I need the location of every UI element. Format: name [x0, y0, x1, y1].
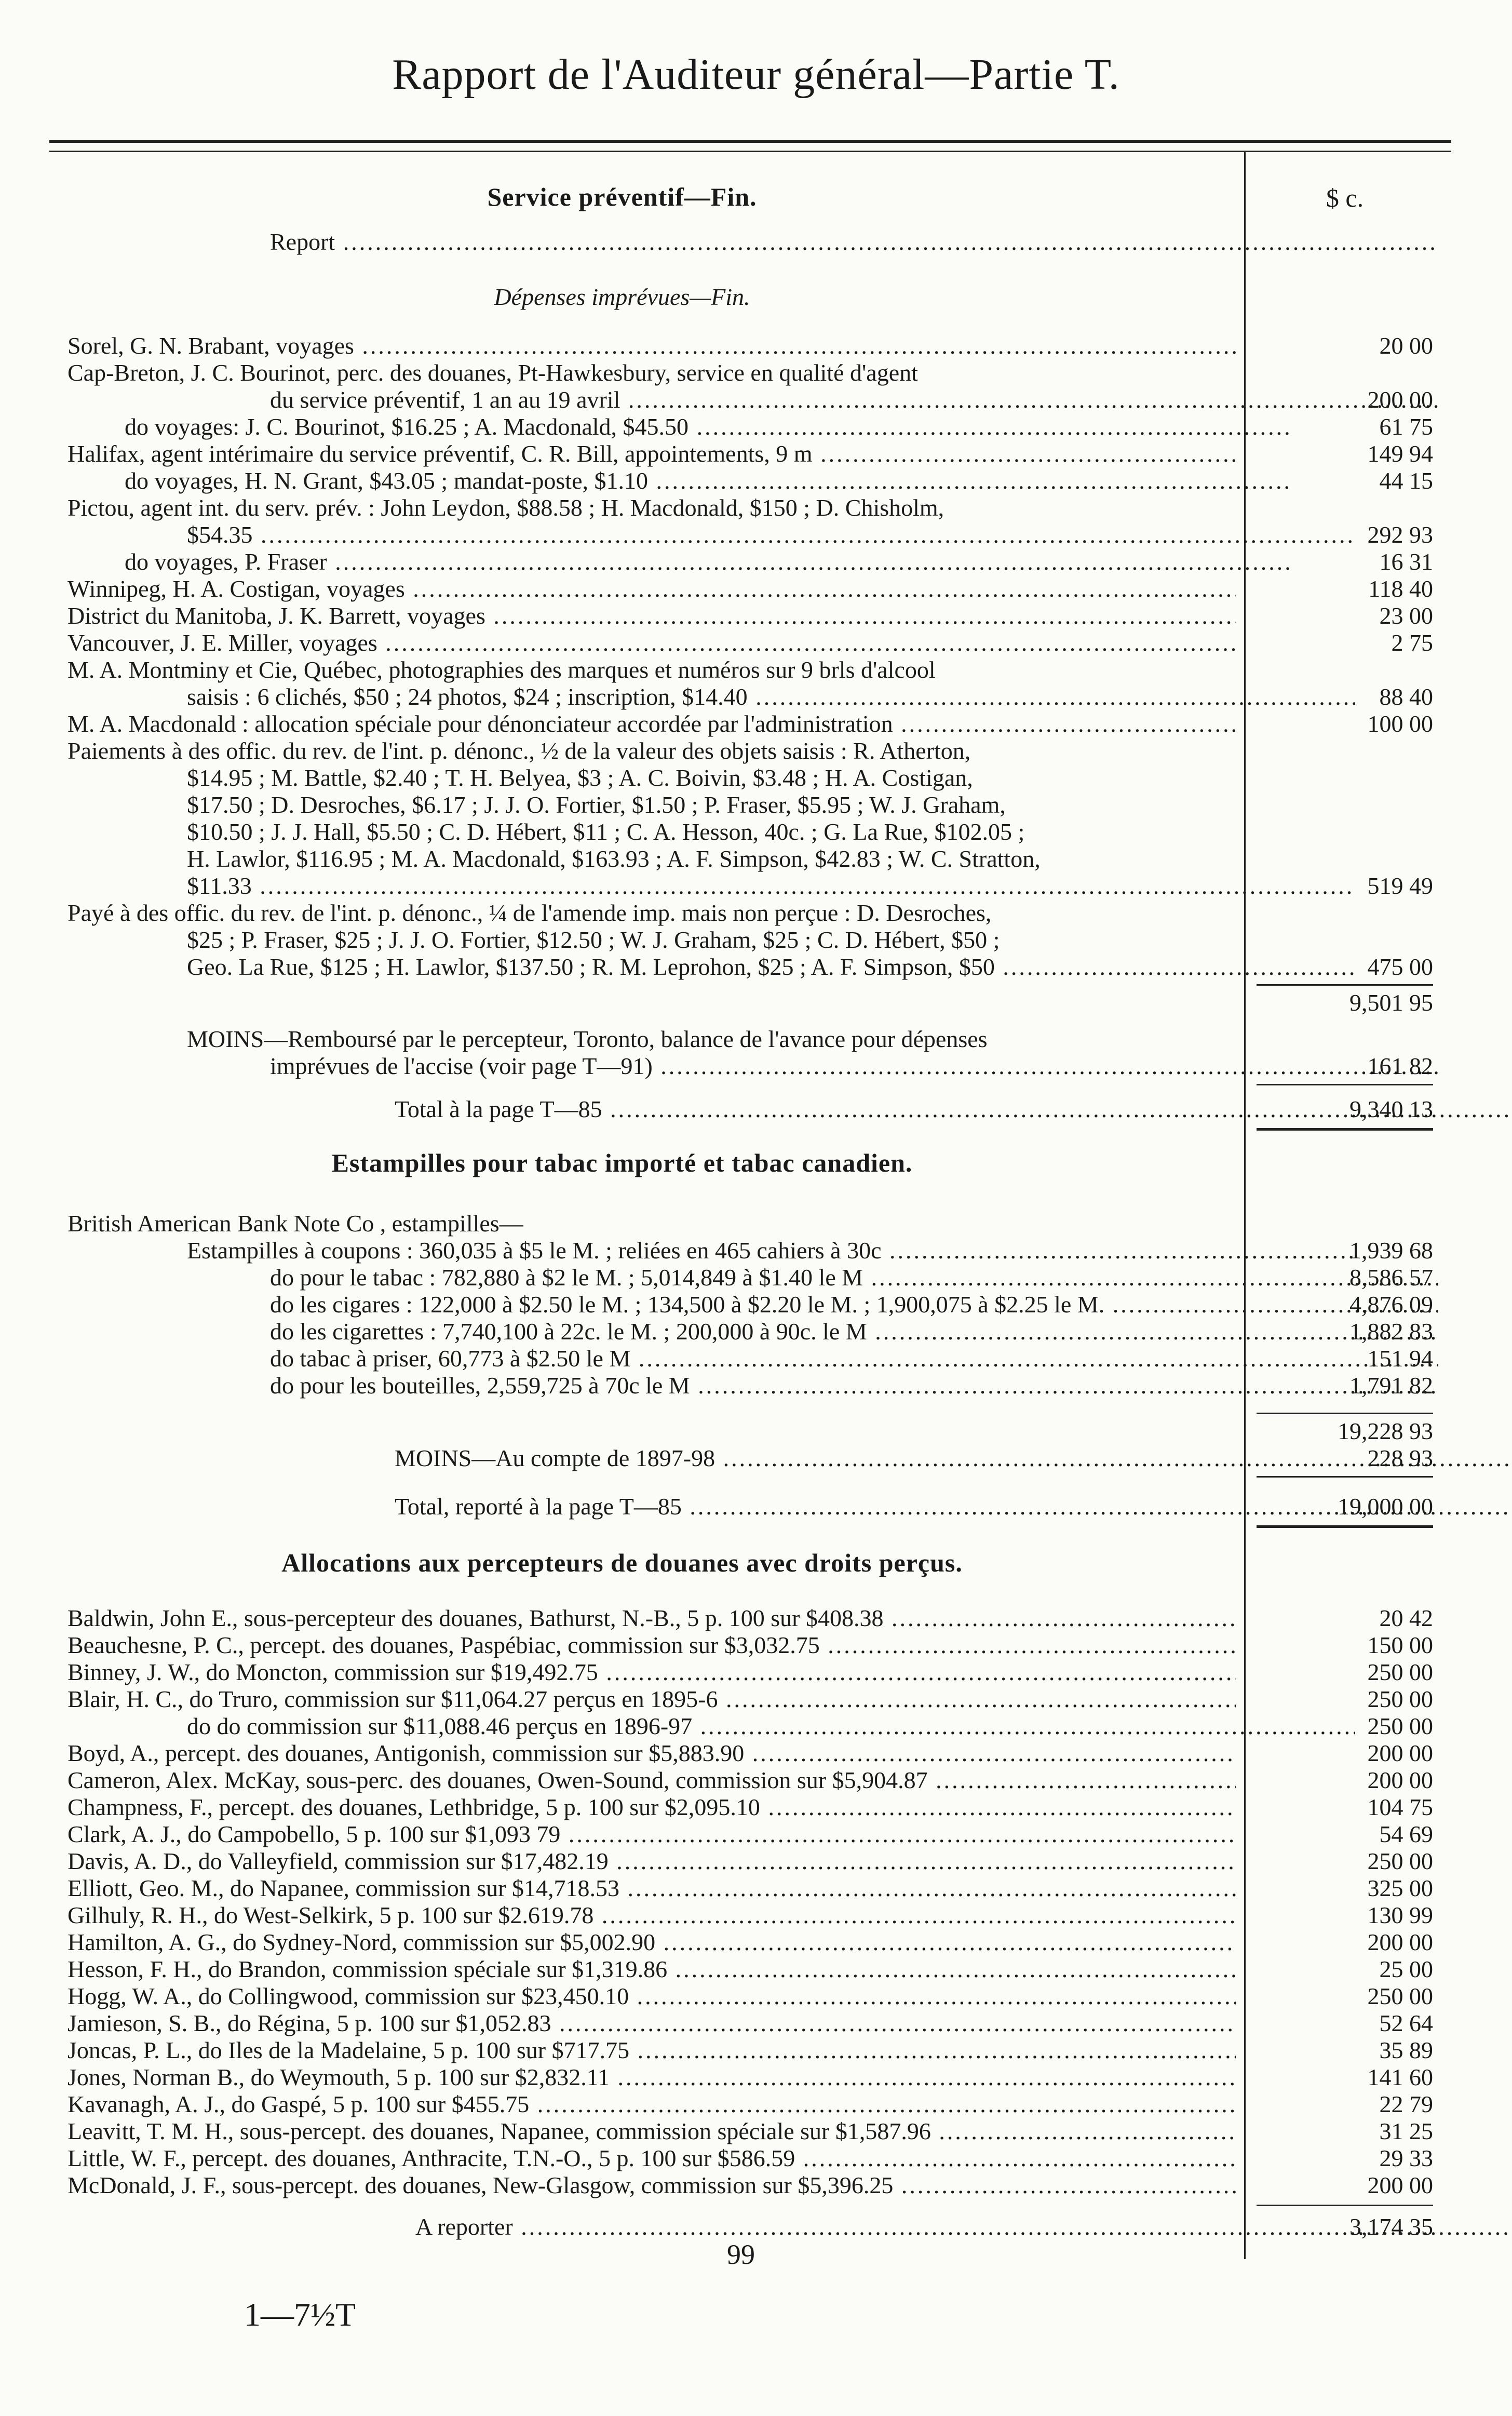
ledger-row [0, 1767, 1512, 1794]
ledger-row [0, 1605, 1512, 1632]
moins-text-2: imprévues de l'accise (voir page T—91) ..... [270, 1053, 1438, 1080]
moins-row-s2 [0, 1445, 1512, 1472]
row-text: $11.33 ..... [187, 873, 1355, 900]
ledger-row [0, 359, 1512, 386]
carry-label: A reporter ..... [415, 2213, 1512, 2240]
row-text: do voyages, P. Fraser ..... [125, 548, 1293, 575]
row-text: Boyd, A., percept. des douanes, Antigonish, commission sur $5,883.90 ..... [68, 1740, 1236, 1767]
row-amount: 20 42 [1379, 1605, 1433, 1631]
row-amount: 44 15 [1379, 467, 1433, 494]
row-text: Hamilton, A. G., do Sydney-Nord, commission sur $5,002.90 ..... [68, 1929, 1236, 1956]
sum-line [1257, 1476, 1433, 1478]
ledger-row [0, 440, 1512, 467]
row-amount: 61 75 [1379, 413, 1433, 440]
moins-text-1: MOINS—Remboursé par le percepteur, Toronto, balance de l'avance pour dépenses [187, 1026, 988, 1052]
row-text: Payé à des offic. du rev. de l'int. p. dénonc., ¼ de l'amende imp. mais non perçue : D. Desroches, [68, 900, 992, 926]
ledger-row [0, 602, 1512, 629]
subtotal-row-2 [0, 1418, 1512, 1445]
row-amount: 8,586 57 [1349, 1264, 1433, 1291]
row-amount: 150 00 [1367, 1632, 1433, 1658]
row-amount: 29 33 [1379, 2145, 1433, 2171]
row-text: Joncas, P. L., do Iles de la Madelaine, 5 p. 100 sur $717.75 ..... [68, 2037, 1236, 2064]
sum-line [1257, 2205, 1433, 2206]
row-amount: 200 00 [1367, 1740, 1433, 1766]
section-subheading: Dépenses imprévues—Fin. [494, 284, 750, 310]
ledger-row [0, 1794, 1512, 1821]
total-label: Total à la page T—85 ..... [395, 1096, 1512, 1123]
carry-row [0, 2213, 1512, 2240]
row-text: Blair, H. C., do Truro, commission sur $11,064.27 perçus en 1895-6 ..... [68, 1686, 1236, 1713]
ledger-row [0, 1345, 1512, 1372]
row-amount: 325 00 [1367, 1875, 1433, 1901]
ledger-row [0, 683, 1512, 710]
row-text: Vancouver, J. E. Miller, voyages ..... [68, 629, 1236, 656]
row-text: do les cigarettes : 7,740,100 à 22c. le M. ; 200,000 à 90c. le M ..... [270, 1318, 1438, 1345]
ledger-row [0, 873, 1512, 900]
row-text: British American Bank Note Co , estampilles— [68, 1210, 523, 1237]
moins-row-1 [0, 1026, 1512, 1053]
row-text: District du Manitoba, J. K. Barrett, voyages ..... [68, 602, 1236, 629]
row-amount: 2 75 [1391, 629, 1433, 656]
row-amount: 250 00 [1367, 1659, 1433, 1685]
ledger-row [0, 900, 1512, 927]
row-text: Little, W. F., percept. des douanes, Anthracite, T.N.-O., 5 p. 100 sur $586.59 ..... [68, 2145, 1236, 2172]
row-amount: 1,791 82 [1349, 1372, 1433, 1399]
row-text: H. Lawlor, $116.95 ; M. A. Macdonald, $163.93 ; A. F. Simpson, $42.83 ; W. C. Stratton, [187, 845, 1041, 872]
ledger-row [0, 764, 1512, 791]
row-text: Champness, F., percept. des douanes, Lethbridge, 5 p. 100 sur $2,095.10 ..... [68, 1794, 1236, 1821]
ledger-row [0, 548, 1512, 575]
total-row-2 [0, 1493, 1512, 1520]
ledger-row [0, 1237, 1512, 1264]
ledger-row [0, 737, 1512, 764]
row-amount: 54 69 [1379, 1821, 1433, 1847]
ledger-row [0, 2172, 1512, 2199]
total-row [0, 1096, 1512, 1123]
double-line [1257, 1128, 1433, 1131]
row-amount: 475 00 [1367, 954, 1433, 980]
ledger-row [0, 386, 1512, 413]
ledger-row [0, 818, 1512, 845]
row-amount: 200 00 [1367, 1929, 1433, 1955]
row-amount: 22 79 [1379, 2091, 1433, 2117]
ledger-row [0, 2145, 1512, 2172]
ledger-row [0, 1848, 1512, 1875]
ledger-row [0, 575, 1512, 602]
top-rule-2 [49, 151, 1451, 152]
ledger-row [0, 629, 1512, 656]
sum-line [1257, 1413, 1433, 1414]
page-title: Rapport de l'Auditeur général—Partie T. [392, 50, 1120, 99]
row-text: M. A. Montminy et Cie, Québec, photographies des marques et numéros sur 9 brls d'alcool [68, 656, 936, 683]
row-text: Cameron, Alex. McKay, sous-perc. des douanes, Owen-Sound, commission sur $5,904.87 ..... [68, 1767, 1236, 1794]
ledger-row [0, 521, 1512, 548]
row-amount: 25 00 [1379, 1956, 1433, 1982]
moins-label-2: MOINS—Au compte de 1897-98 ..... [395, 1445, 1512, 1472]
column-header: $ c. [1326, 183, 1364, 212]
ledger-row [0, 2037, 1512, 2064]
ledger-row [0, 1929, 1512, 1956]
report-label: Report ..... [270, 229, 1438, 256]
row-text: Binney, J. W., do Moncton, commission sur $19,492.75 ..... [68, 1659, 1236, 1686]
page-number: 99 [727, 2239, 755, 2270]
row-text: Geo. La Rue, $125 ; H. Lawlor, $137.50 ; R. M. Leprohon, $25 ; A. F. Simpson, $50 ..... [187, 954, 1355, 981]
subtotal-amount: 9,501 95 [1349, 989, 1433, 1016]
ledger-row [0, 1659, 1512, 1686]
ledger-row [0, 1264, 1512, 1291]
row-amount: 250 00 [1367, 1983, 1433, 2009]
row-text: Halifax, agent intérimaire du service préventif, C. R. Bill, appointements, 9 m ..... [68, 440, 1236, 467]
ledger-row [0, 1956, 1512, 1983]
ledger-row [0, 1821, 1512, 1848]
subtotal-row [0, 989, 1512, 1016]
moins-row-2 [0, 1053, 1512, 1080]
row-text: Pictou, agent int. du serv. prév. : John Leydon, $88.58 ; H. Macdonald, $150 ; D. Chisholm, [68, 494, 944, 521]
row-text: saisis : 6 clichés, $50 ; 24 photos, $24 ; inscription, $14.40 ..... [187, 683, 1355, 710]
section-heading-preventif: Service préventif—Fin. [487, 182, 757, 211]
top-rule [49, 140, 1451, 143]
ledger-row [0, 1740, 1512, 1767]
ledger-row [0, 1318, 1512, 1345]
ledger-row [0, 2118, 1512, 2145]
footer-mark: 1—7½T [244, 2296, 356, 2333]
section-heading-estampilles: Estampilles pour tabac importé et tabac canadien. [331, 1148, 913, 1177]
row-text: du service préventif, 1 an au 19 avril ..... [270, 386, 1438, 413]
ledger-row [0, 1210, 1512, 1237]
row-text: $54.35 ..... [187, 521, 1355, 548]
row-amount: 23 00 [1379, 602, 1433, 629]
row-amount: 52 64 [1379, 2010, 1433, 2036]
row-amount: 100 00 [1367, 710, 1433, 737]
row-amount: 200 00 [1367, 2172, 1433, 2198]
row-text: Beauchesne, P. C., percept. des douanes, Paspébiac, commission sur $3,032.75 ..... [68, 1632, 1236, 1659]
row-amount: 16 31 [1379, 548, 1433, 575]
section-heading-allocations: Allocations aux percepteurs de douanes avec droits perçus. [281, 1548, 963, 1577]
row-amount: 200 00 [1367, 386, 1433, 413]
ledger-row [0, 954, 1512, 981]
row-text: do les cigares : 122,000 à $2.50 le M. ; 134,500 à $2.20 le M. ; 1,900,075 à $2.25 le M. ..... [270, 1291, 1438, 1318]
row-text: Sorel, G. N. Brabant, voyages ..... [68, 332, 1236, 359]
row-text: $10.50 ; J. J. Hall, $5.50 ; C. D. Hébert, $11 ; C. A. Hesson, 40c. ; G. La Rue, $102.05 ; [187, 818, 1025, 845]
row-text: Baldwin, John E., sous-percepteur des douanes, Bathurst, N.-B., 5 p. 100 sur $408.38 ..... [68, 1605, 1236, 1632]
total-amount-2: 19,000 00 [1338, 1493, 1433, 1520]
sum-line [1257, 1084, 1433, 1085]
ledger-row [0, 2010, 1512, 2037]
row-text: Estampilles à coupons : 360,035 à $5 le M. ; reliées en 465 cahiers à 30c ..... [187, 1237, 1355, 1264]
row-text: $17.50 ; D. Desroches, $6.17 ; J. J. O. Fortier, $1.50 ; P. Fraser, $5.95 ; W. J. Graham, [187, 791, 1006, 818]
row-amount: 35 89 [1379, 2037, 1433, 2063]
row-amount: 250 00 [1367, 1686, 1433, 1712]
moins-amount: 161 82 [1367, 1053, 1433, 1079]
ledger-row [0, 1902, 1512, 1929]
ledger-row [0, 413, 1512, 440]
row-amount: 292 93 [1367, 521, 1433, 548]
ledger-row [0, 332, 1512, 359]
row-amount: 250 00 [1367, 1713, 1433, 1739]
row-text: Winnipeg, H. A. Costigan, voyages ..... [68, 575, 1236, 602]
row-text: Jamieson, S. B., do Régina, 5 p. 100 sur $1,052.83 ..... [68, 2010, 1236, 2037]
ledger-row [0, 845, 1512, 873]
row-amount: 141 60 [1367, 2064, 1433, 2090]
ledger-row [0, 710, 1512, 737]
row-text: Leavitt, T. M. H., sous-percept. des douanes, Napanee, commission spéciale sur $1,587.96 ..... [68, 2118, 1236, 2145]
row-amount: 1,939 68 [1349, 1237, 1433, 1264]
carry-amount: 3,174 35 [1349, 2213, 1433, 2240]
row-text: $25 ; P. Fraser, $25 ; J. J. O. Fortier, $12.50 ; W. J. Graham, $25 ; C. D. Hébert, $50 ; [187, 927, 1000, 953]
sum-line [1257, 984, 1433, 986]
row-text: Jones, Norman B., do Weymouth, 5 p. 100 sur $2,832.11 ..... [68, 2064, 1236, 2091]
row-text: $14.95 ; M. Battle, $2.40 ; T. H. Belyea, $3 ; A. C. Boivin, $3.48 ; H. A. Costigan, [187, 764, 973, 791]
ledger-row [0, 1983, 1512, 2010]
total-label-2: Total, reporté à la page T—85 ..... [395, 1493, 1512, 1520]
row-amount: 4,876 09 [1349, 1291, 1433, 1318]
row-amount: 104 75 [1367, 1794, 1433, 1820]
row-amount: 118 40 [1368, 575, 1433, 602]
row-text: do do commission sur $11,088.46 perçus en 1896-97 ..... [187, 1713, 1355, 1740]
row-amount: 149 94 [1367, 440, 1433, 467]
ledger-row [0, 1713, 1512, 1740]
ledger-row [0, 1291, 1512, 1318]
row-text: Davis, A. D., do Valleyfield, commission sur $17,482.19 ..... [68, 1848, 1236, 1875]
row-text: Clark, A. J., do Campobello, 5 p. 100 sur $1,093 79 ..... [68, 1821, 1236, 1848]
ledger-row [0, 2091, 1512, 2118]
row-text: Kavanagh, A. J., do Gaspé, 5 p. 100 sur $455.75 ..... [68, 2091, 1236, 2118]
row-text: do pour les bouteilles, 2,559,725 à 70c le M ..... [270, 1372, 1438, 1399]
row-amount: 151 94 [1367, 1345, 1433, 1372]
row-amount: 31 25 [1379, 2118, 1433, 2144]
row-text: Elliott, Geo. M., do Napanee, commission sur $14,718.53 ..... [68, 1875, 1236, 1902]
ledger-row [0, 1686, 1512, 1713]
row-text: Cap-Breton, J. C. Bourinot, perc. des douanes, Pt-Hawkesbury, service en qualité d'agent [68, 359, 918, 386]
row-text: McDonald, J. F., sous-percept. des douanes, New-Glasgow, commission sur $5,396.25 ..... [68, 2172, 1236, 2199]
row-amount: 130 99 [1367, 1902, 1433, 1928]
double-line [1257, 1525, 1433, 1528]
ledger-row [0, 791, 1512, 818]
row-amount: 88 40 [1379, 683, 1433, 710]
total-amount: 9,340 13 [1349, 1096, 1433, 1122]
ledger-row [0, 494, 1512, 521]
row-amount: 20 00 [1379, 332, 1433, 359]
ledger-row [0, 927, 1512, 954]
moins-amount-2: 228 93 [1367, 1445, 1433, 1471]
ledger-row [0, 1632, 1512, 1659]
report-row [0, 229, 1512, 256]
row-amount: 519 49 [1367, 873, 1433, 899]
subtotal-amount-2: 19,228 93 [1338, 1418, 1433, 1444]
row-text: do voyages, H. N. Grant, $43.05 ; mandat-poste, $1.10 ..... [125, 467, 1293, 494]
row-text: Paiements à des offic. du rev. de l'int. p. dénonc., ½ de la valeur des objets saisis : R. Atherton, [68, 737, 971, 764]
row-amount: 1,882 83 [1349, 1318, 1433, 1345]
row-text: Hogg, W. A., do Collingwood, commission sur $23,450.10 ..... [68, 1983, 1236, 2010]
row-text: do pour le tabac : 782,880 à $2 le M. ; 5,014,849 à $1.40 le M ..... [270, 1264, 1438, 1291]
row-text: do voyages: J. C. Bourinot, $16.25 ; A. Macdonald, $45.50 ..... [125, 413, 1293, 440]
row-amount: 200 00 [1367, 1767, 1433, 1793]
ledger-row [0, 467, 1512, 494]
ledger-row [0, 1875, 1512, 1902]
row-text: M. A. Macdonald : allocation spéciale pour dénonciateur accordée par l'administration ..... [68, 710, 1236, 737]
ledger-row [0, 656, 1512, 683]
ledger-row [0, 2064, 1512, 2091]
row-amount: 250 00 [1367, 1848, 1433, 1874]
row-text: do tabac à priser, 60,773 à $2.50 le M ..... [270, 1345, 1438, 1372]
ledger-row [0, 1372, 1512, 1399]
row-text: Gilhuly, R. H., do West-Selkirk, 5 p. 100 sur $2.619.78 ..... [68, 1902, 1236, 1929]
row-text: Hesson, F. H., do Brandon, commission spéciale sur $1,319.86 ..... [68, 1956, 1236, 1983]
